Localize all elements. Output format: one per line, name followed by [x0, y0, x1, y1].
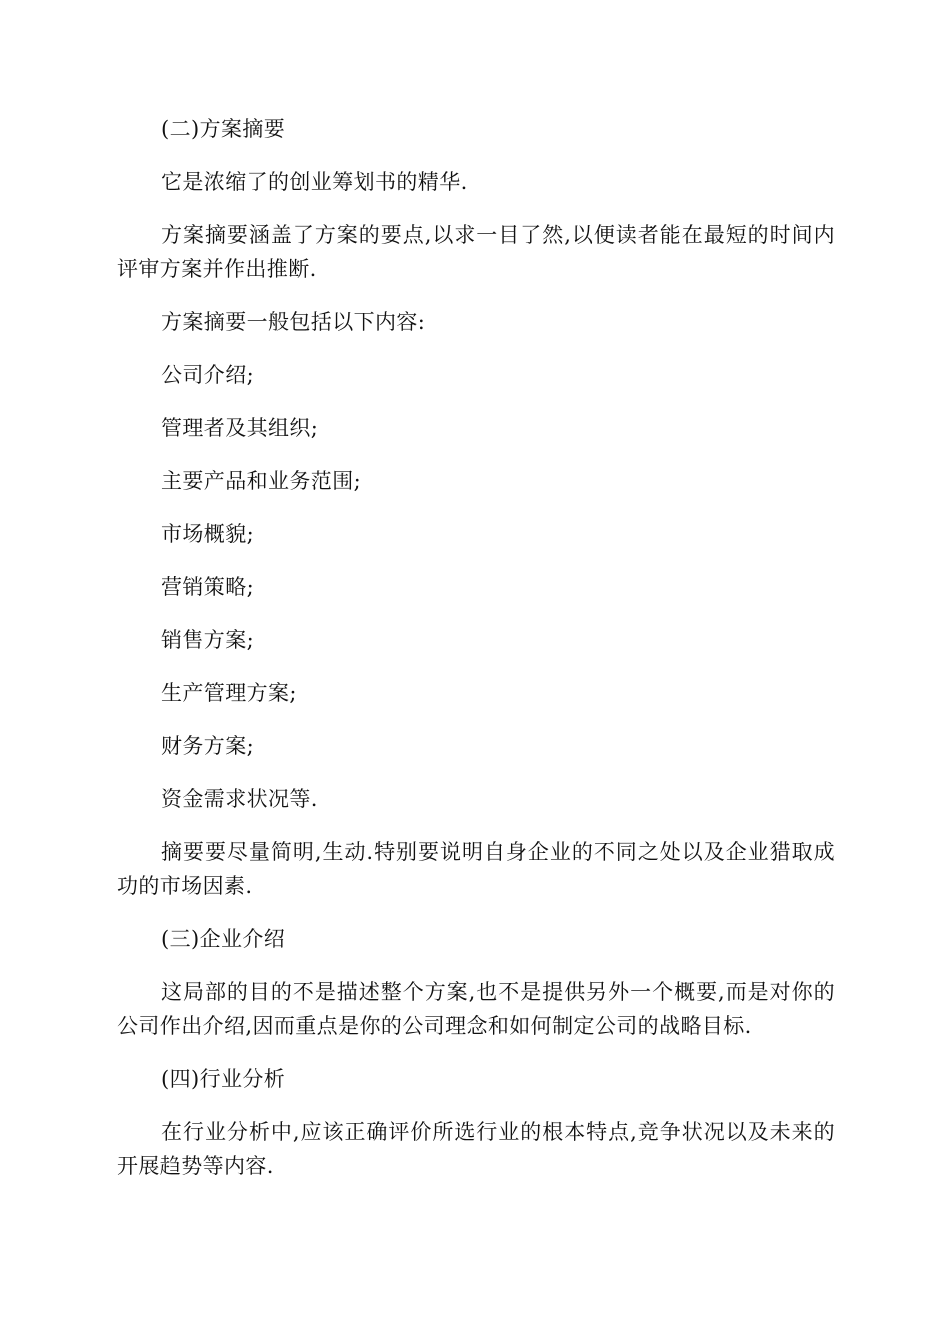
list-item: 管理者及其组织; — [161, 416, 319, 440]
section-heading-company-intro: (三)企业介绍 — [161, 927, 286, 951]
list-item: 资金需求状况等. — [161, 787, 318, 811]
paragraph: 方案摘要一般包括以下内容: — [161, 310, 426, 334]
list-item: 市场概貌; — [161, 522, 255, 546]
paragraph: 它是浓缩了的创业筹划书的精华. — [161, 170, 468, 194]
list-item: 公司介绍; — [161, 363, 255, 387]
list-item: 财务方案; — [161, 734, 255, 758]
paragraph: 这局部的目的不是描述整个方案,也不是提供另外一个概要,而是对你的公司作出介绍,因而重点是你的公司理念和如何制定公司的战略目标. — [117, 980, 835, 1038]
list-item: 生产管理方案; — [161, 681, 297, 705]
section-heading-industry-analysis: (四)行业分析 — [161, 1067, 286, 1091]
section-heading-plan-summary: (二)方案摘要 — [161, 117, 286, 141]
list-item: 主要产品和业务范围; — [161, 469, 362, 493]
paragraph: 在行业分析中,应该正确评价所选行业的根本特点,竞争状况以及未来的开展趋势等内容. — [117, 1120, 835, 1178]
paragraph: 摘要要尽量简明,生动.特别要说明自身企业的不同之处以及企业猎取成功的市场因素. — [117, 840, 835, 898]
document-body — [117, 112, 835, 1202]
paragraph: 方案摘要涵盖了方案的要点,以求一目了然,以便读者能在最短的时间内评审方案并作出推断. — [117, 223, 835, 281]
list-item: 销售方案; — [161, 628, 255, 652]
list-item: 营销策略; — [161, 575, 255, 599]
